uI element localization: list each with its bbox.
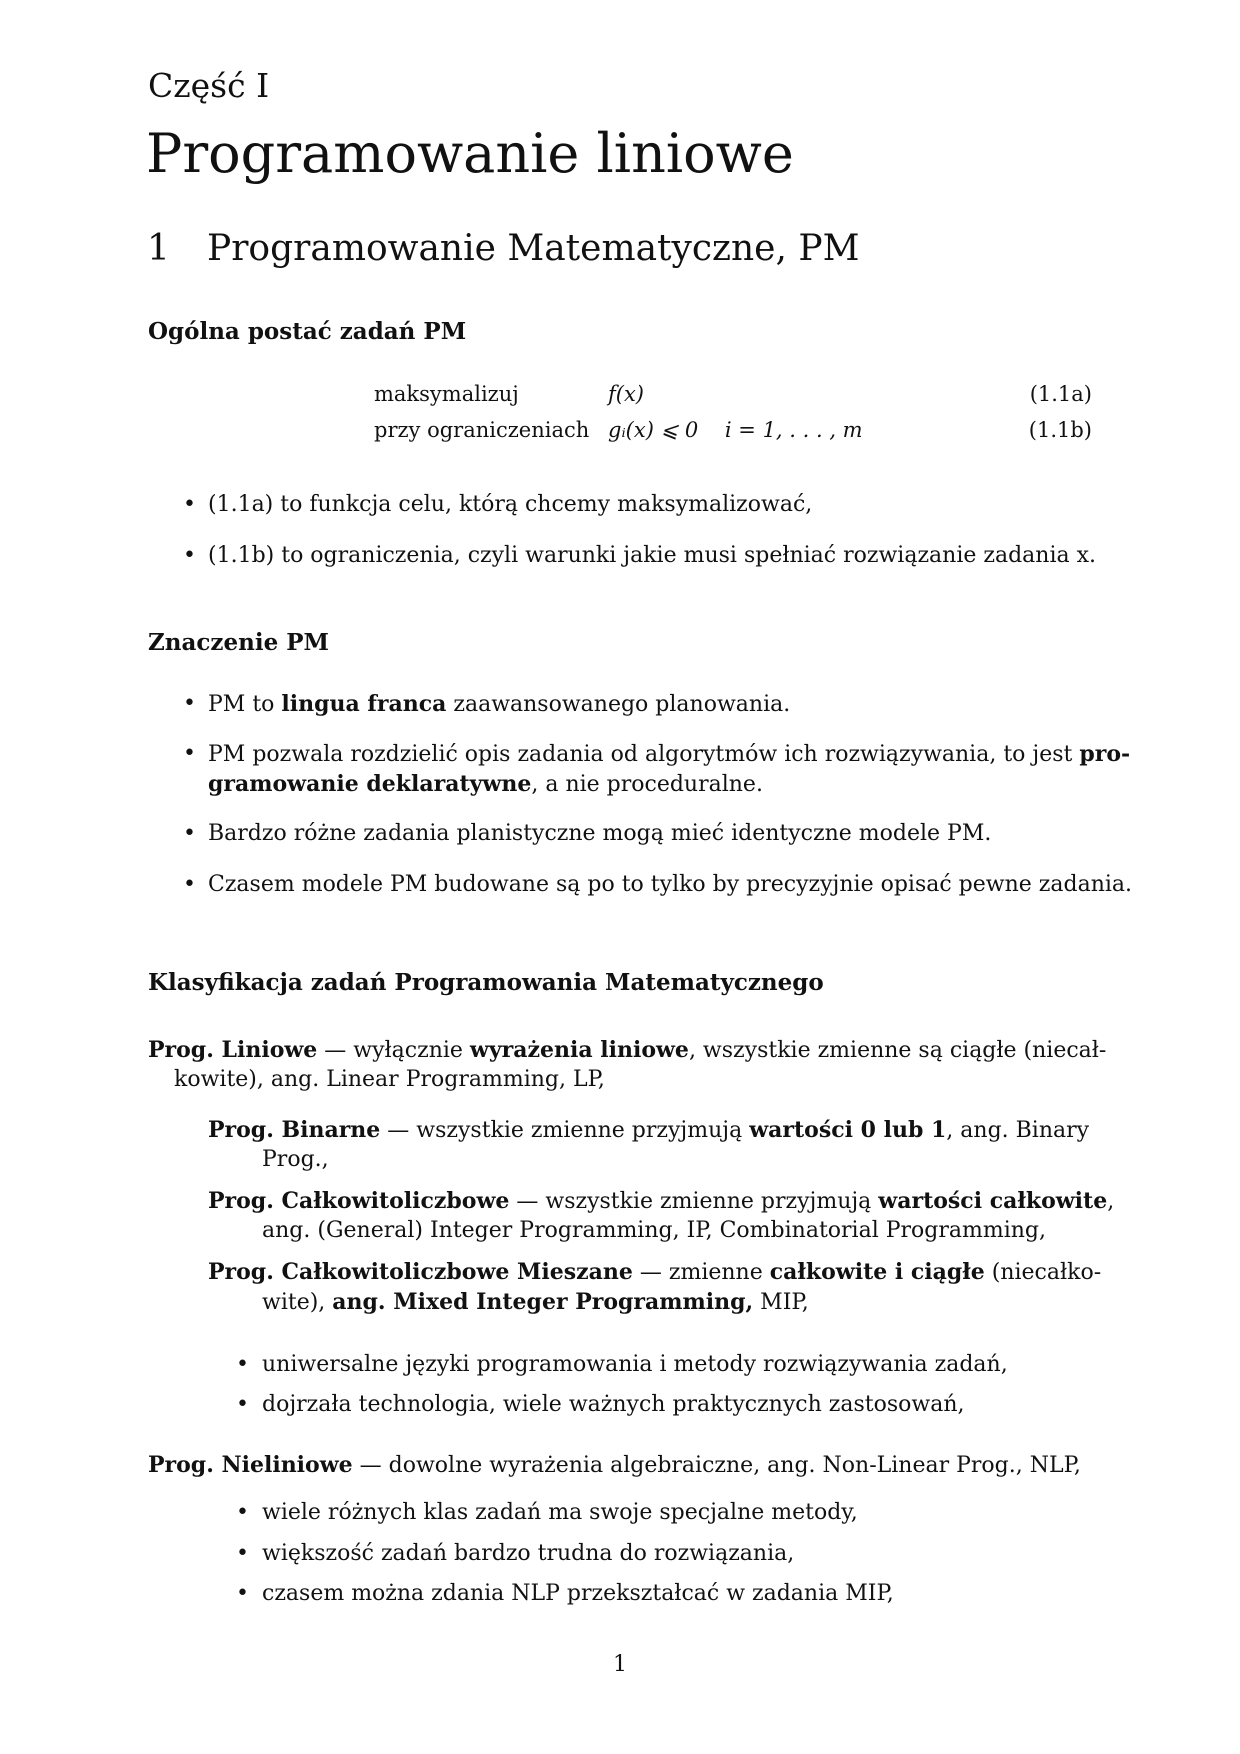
subheading-general-form: Ogólna postać zadań PM: [148, 318, 467, 345]
bullet-marker: [183, 691, 196, 716]
bullet-marker: [236, 1581, 249, 1606]
list-item: większość zadań bardzo trudna do rozwiązania,: [262, 1541, 795, 1566]
equation-number: (1.1b): [1028, 418, 1092, 442]
equation-expression: f(x): [608, 382, 645, 406]
list-item: czasem można zdania NLP przekształcać w zadania MIP,: [262, 1581, 894, 1606]
list-item: PM to lingua franca zaawansowanego planowania.: [208, 691, 791, 717]
definition-binary: Prog. Binarne — wszystkie zmienne przyjmują wartości 0 lub 1, ang. Binary: [208, 1117, 1090, 1143]
page-number: 1: [613, 1652, 627, 1677]
bullet-marker: [183, 741, 196, 766]
section-title: Programowanie Matematyczne, PM: [207, 228, 860, 269]
list-item: PM pozwala rozdzielić opis zadania od algorytmów ich rozwiązywania, to jest pro-: [208, 741, 1131, 767]
bullet-marker: [183, 821, 196, 846]
bullet-marker: [236, 1500, 249, 1525]
list-item: uniwersalne języki programowania i metody rozwiązywania zadań,: [262, 1352, 1008, 1377]
list-item: (1.1b) to ograniczenia, czyli warunki jakie musi spełniać rozwiązanie zadania x.: [208, 543, 1096, 568]
subheading-meaning: Znaczenie PM: [148, 629, 329, 656]
list-item: dojrzała technologia, wiele ważnych praktycznych zastosowań,: [262, 1392, 965, 1417]
part-title: Programowanie liniowe: [146, 122, 794, 185]
definition-binary-continuation: Prog.,: [262, 1147, 329, 1172]
section-number: 1: [147, 228, 170, 269]
equation-label: przy ograniczeniach: [374, 418, 590, 442]
definition-nlp: Prog. Nieliniowe — dowolne wyrażenia algebraiczne, ang. Non-Linear Prog., NLP,: [148, 1452, 1081, 1478]
equation-number: (1.1a): [1029, 382, 1092, 406]
list-item: Czasem modele PM budowane są po to tylko by precyzyjnie opisać pewne zadania.: [208, 872, 1133, 897]
bullet-marker: [183, 872, 196, 897]
list-item: (1.1a) to funkcja celu, którą chcemy maksymalizować,: [208, 492, 813, 517]
definition-mixed: Prog. Całkowitoliczbowe Mieszane — zmienne całkowite i ciągłe (niecałko-: [208, 1259, 1102, 1285]
subheading-classification: Klasyfikacja zadań Programowania Matematycznego: [148, 969, 824, 996]
list-item: Bardzo różne zadania planistyczne mogą mieć identyczne modele PM.: [208, 821, 992, 846]
bullet-marker: [183, 492, 196, 517]
definition-lp: Prog. Liniowe — wyłącznie wyrażenia liniowe, wszystkie zmienne są ciągłe (niecał-: [148, 1037, 1107, 1063]
definition-integer: Prog. Całkowitoliczbowe — wszystkie zmienne przyjmują wartości całkowite,: [208, 1188, 1115, 1214]
bullet-marker: [236, 1352, 249, 1377]
list-item: wiele różnych klas zadań ma swoje specjalne metody,: [262, 1500, 858, 1525]
bullet-marker: [236, 1392, 249, 1417]
equation-expression: gᵢ(x) ⩽ 0 i = 1, . . . , m: [608, 418, 863, 442]
part-label: Część I: [148, 66, 270, 105]
bullet-marker: [236, 1541, 249, 1566]
definition-mixed-continuation: wite), ang. Mixed Integer Programming, MIP,: [262, 1289, 809, 1315]
equation-label: maksymalizuj: [374, 382, 519, 406]
definition-lp-continuation: kowite), ang. Linear Programming, LP,: [174, 1067, 605, 1092]
definition-integer-continuation: ang. (General) Integer Programming, IP, Combinatorial Programming,: [262, 1218, 1047, 1243]
list-item-continuation: gramowanie deklaratywne, a nie proceduralne.: [208, 771, 763, 797]
bullet-marker: [183, 543, 196, 568]
